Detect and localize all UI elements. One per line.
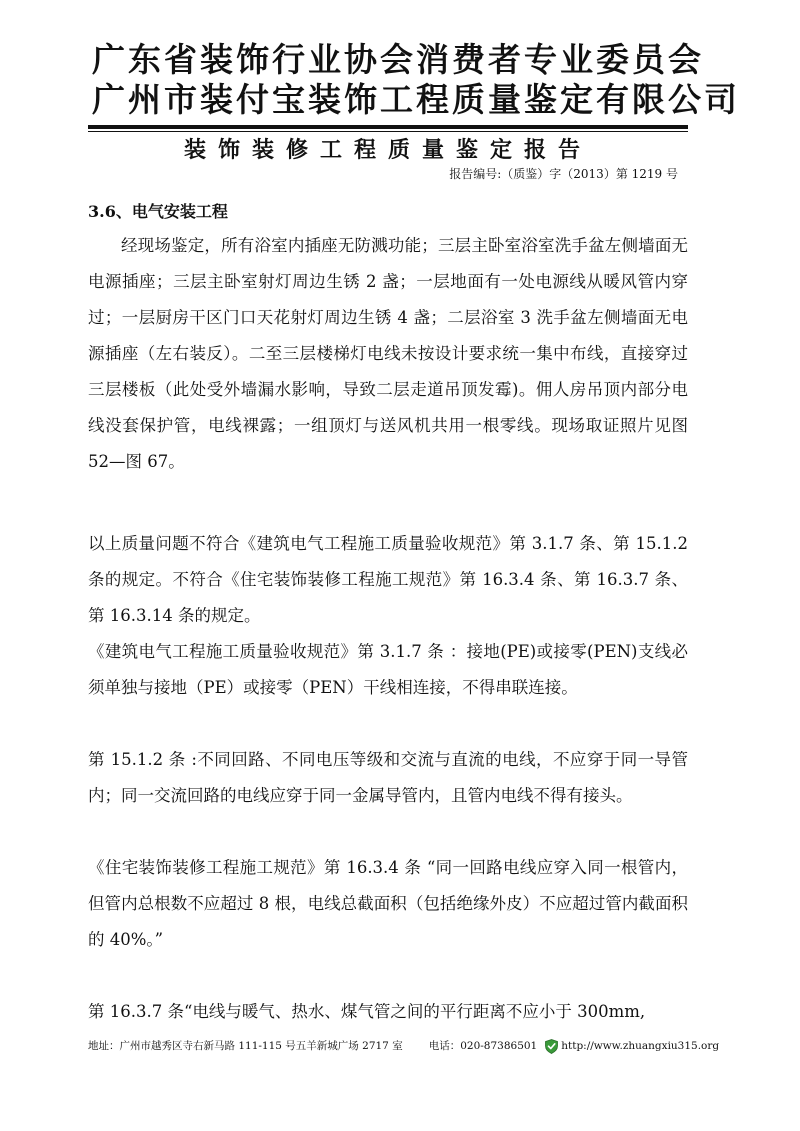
report-title: 装饰装修工程质量鉴定报告: [183, 138, 592, 163]
footer-address: 地址：广州市越秀区寺右新马路 111-115 号五羊新城广场 2717 室: [88, 1040, 403, 1052]
org-name-line1: 广东省装饰行业协会消费者专业委员会: [92, 40, 704, 79]
shield-check-icon: [545, 1039, 558, 1054]
paragraph-noncompliance: 以上质量问题不符合《建筑电气工程施工质量验收规范》第 3.1.7 条、第 15.1.2 条的规定。不符合《住宅装饰装修工程施工规范》第 16.3.4 条、第 16.3.7 条、第 16.3.14 条的规定。: [88, 534, 688, 625]
paragraph-findings: 经现场鉴定，所有浴室内插座无防溅功能；三层主卧室浴室洗手盆左侧墙面无电源插座；三层主卧室射灯周边生锈 2 盏；一层地面有一处电源线从暖风管内穿过；一层厨房干区门口天花射灯周边生锈 4 盏；二层浴室 3 洗手盆左侧墙面无电源插座（左右装反）。二至三层楼梯灯电线未按设计要求统一集中布线，直接穿过三层楼板（此处受外墙漏水影响，导致二层走道吊顶发霉)。佣人房吊顶内部分电线没套保护管，电线裸露；一组顶灯与送风机共用一根零线。现场取证照片见图 52—图 67。: [88, 236, 688, 471]
footer-website[interactable]: http://www.zhuangxiu315.org: [561, 1040, 720, 1052]
report-number: 报告编号:（质鉴）字（2013）第 1219 号: [449, 167, 678, 181]
header-rule-thin: [88, 131, 688, 132]
paragraph-clause-3-1-7: 《建筑电气工程施工质量验收规范》第 3.1.7 条 ：接地(PE)或接零(PEN)支线必须单独与接地（PE）或接零（PEN）干线相连接，不得串联连接。: [88, 642, 688, 697]
section-heading: 3.6、电气安装工程: [88, 202, 228, 221]
footer-phone: 电话：020-87386501: [428, 1040, 538, 1052]
paragraph-clause-16-3-4: 《住宅装饰装修工程施工规范》第 16.3.4 条 “同一回路电线应穿入同一根管内，但管内总根数不应超过 8 根，电线总截面积（包括绝缘外皮）不应超过管内截面积的 40%。”: [88, 858, 688, 949]
footer: [88, 1038, 720, 1054]
paragraph-clause-15-1-2: 第 15.1.2 条 :不同回路、不同电压等级和交流与直流的电线，不应穿于同一导管内；同一交流回路的电线应穿于同一金属导管内，且管内电线不得有接头。: [88, 750, 688, 805]
header-rule-thick: [88, 125, 688, 129]
paragraph-clause-16-3-7: 第 16.3.7 条“电线与暖气、热水、煤气管之间的平行距离不应小于 300mm,: [88, 1002, 646, 1021]
org-name-line2: 广州市装付宝装饰工程质量鉴定有限公司: [92, 80, 740, 119]
